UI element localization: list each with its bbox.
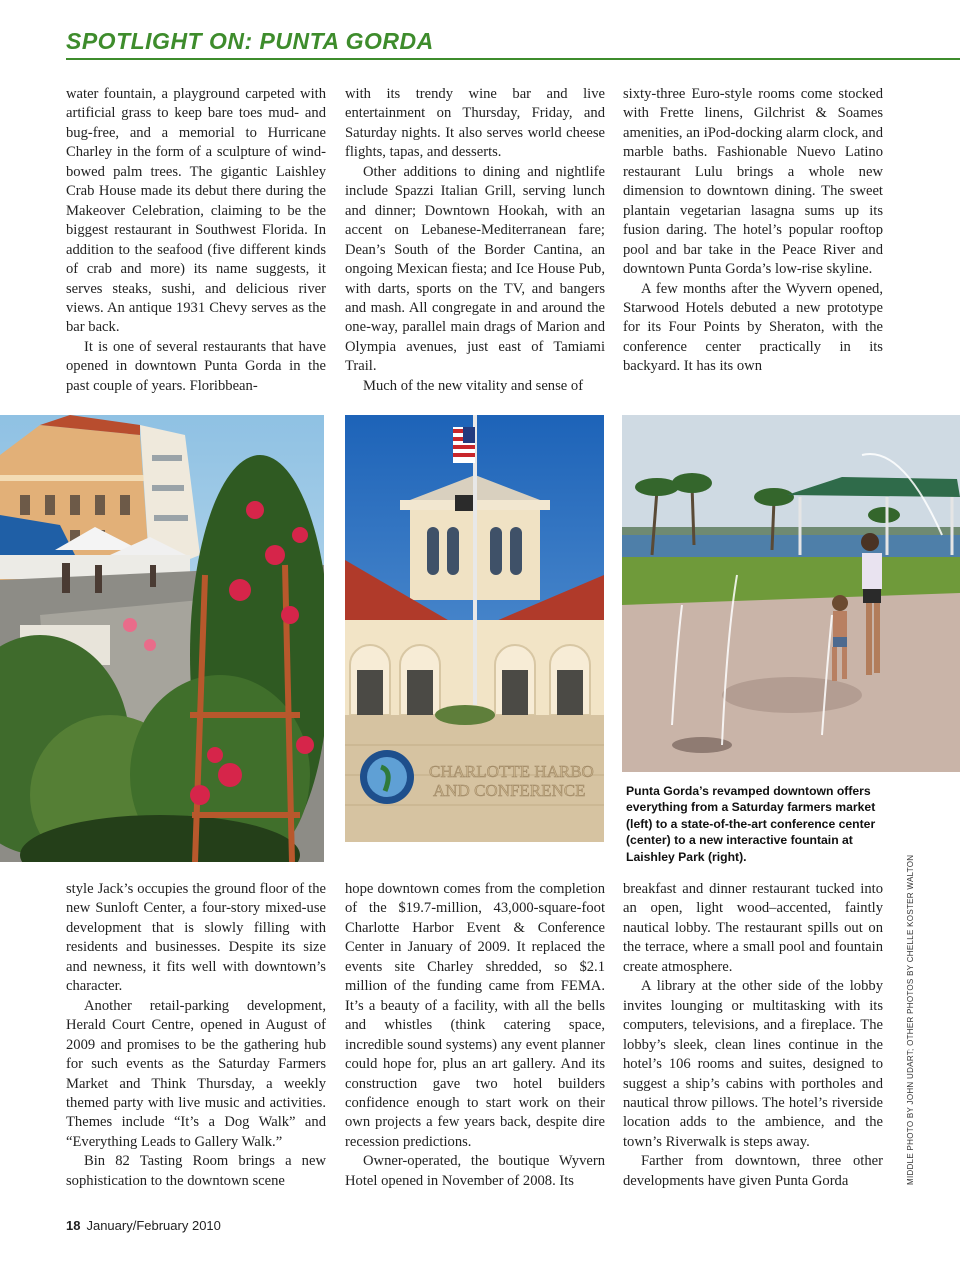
page-footer: [66, 1218, 221, 1233]
column-3-bottom: [623, 880, 883, 1191]
sign-line-2: AND CONFERENCE: [433, 781, 586, 800]
issue-date: January/February 2010: [86, 1218, 221, 1233]
paragraph: Owner-operated, the boutique Wyvern Hotel opened in November of 2008. Its: [345, 1153, 605, 1189]
column-3-top: [623, 85, 883, 377]
photo-caption: Punta Gorda’s revamped downtown offers everything from a Saturday farmers market (left) to a state-of-the-art conference center (center) to a new interactive fountain at Laishley Park (right).: [626, 784, 876, 864]
farmers-market-photo: [0, 415, 324, 862]
paragraph: Farther from downtown, three other developments have given Punta Gorda: [623, 1153, 883, 1189]
paragraph: style Jack’s occupies the ground floor of the new Sunloft Center, a four-story mixed-use development that is slowly filling with residents and businesses. Despite its size and newness, it fits well with downtown’s character.: [66, 881, 326, 995]
paragraph: Other additions to dining and nightlife include Spazzi Italian Grill, serving lunch and dinner; Downtown Hookah, with an accent on Lebanese-Mediterranean fare; Dean’s South of the Border Cantina, an ongoing Mexican fiesta; and Ice House Pub, with darts, sports on the TV, and bangers and mash. All congregate in and around the one-way, parallel main drags of Marion and Olympia avenues, just east of Tamiami Trail.: [345, 163, 605, 375]
column-1-bottom: [66, 880, 326, 1191]
paragraph: hope downtown comes from the completion of the $19.7-million, 43,000-square-foot Charlotte Harbor Event & Conference Center in January of 2009. It replaced the events site Charley shredded, so $2.1 million of the funding came from FEMA. It’s a beauty of a facility, with all the bells and whistles (think catering space, incredible sound systems) any event planner could hope for, plus an art gallery. And its construction gave two hotel builders confidence enough to start work on their own projects a few years back, despite dire recession predictions.: [345, 881, 605, 1150]
paragraph: sixty-three Euro-style rooms come stocked with Frette linens, Gilchrist & Soames amenities, an iPod-docking alarm clock, and marble baths. Fashionable Nuevo Latino restaurant Lulu brings a whole new dimension to downtown dining. The sweet plantain vegetarian lasagna sums up its fusion daring. The hotel’s popular rooftop pool and bar take in the Peace River and downtown Punta Gorda’s low-rise skyline.: [623, 86, 883, 278]
paragraph: Much of the new vitality and sense of: [363, 377, 584, 394]
page-number: 18: [66, 1218, 81, 1233]
column-2-top: [345, 85, 605, 396]
header-rule: [66, 58, 960, 60]
paragraph: A few months after the Wyvern opened, Starwood Hotels debuted a new prototype for its Four Points by Sheraton, with the conference center practically in its backyard. It has its own: [623, 280, 883, 375]
paragraph: It is one of several restaurants that have opened in downtown Punta Gorda in the past couple of years. Floribbean-: [66, 338, 326, 394]
conference-center-photo: [345, 415, 604, 842]
paragraph: A library at the other side of the lobby invites lounging or multitasking with its computers, televisions, and a fireplace. The lobby’s sleek, clean lines continue in the hotel’s 106 rooms and suites, designed to suggest a ship’s cabins with portholes and nautical throw pillows. The hotel’s riverside location adds to the ambience, and the town’s Riverwalk is steps away.: [623, 978, 883, 1150]
section-title: SPOTLIGHT ON: PUNTA GORDA: [66, 28, 434, 54]
photo-credit: MIDDLE PHOTO BY JOHN UDART; OTHER PHOTOS BY CHELLE KOSTER WALTON: [906, 854, 915, 1185]
interactive-fountain-photo: [622, 415, 960, 772]
column-2-bottom: [345, 880, 605, 1191]
paragraph: with its trendy wine bar and live entertainment on Thursday, Friday, and Saturday nights. It also serves world cheese flights, tapas, and desserts.: [345, 86, 605, 161]
sign-line-1: CHARLOTTE HARBO: [429, 762, 594, 781]
paragraph: water fountain, a playground carpeted with artificial grass to keep bare toes mud- and bug-free, and a memorial to Hurricane Charley in the form of a sculpture of wind-bowed palm trees. The gigantic Laishley Crab House made its debut there during the Makeover Celebration, claiming to be the biggest restaurant in Southwest Florida. In addition to the seafood (five different kinds of crab and more) its name suggests, it serves steaks, sushi, and delicious river views. An antique 1931 Chevy serves as the bar back.: [66, 86, 326, 336]
column-1-top: [66, 85, 326, 396]
paragraph: Another retail-parking development, Herald Court Centre, opened in August of 2009 and promises to be the gathering hub for such events as the Saturday Farmers Market and Think Thursday, a weekly themed party with live music and activities. Themes include “It’s a Dog Walk” and “Everything Leads to Gallery Walk.”: [66, 997, 326, 1150]
paragraph: breakfast and dinner restaurant tucked into an open, light wood–accented, faintly nautical lobby. The restaurant spills out on the terrace, where a small pool and fountain create atmosphere.: [623, 881, 883, 975]
paragraph: Bin 82 Tasting Room brings a new sophistication to the downtown scene: [66, 1153, 326, 1189]
